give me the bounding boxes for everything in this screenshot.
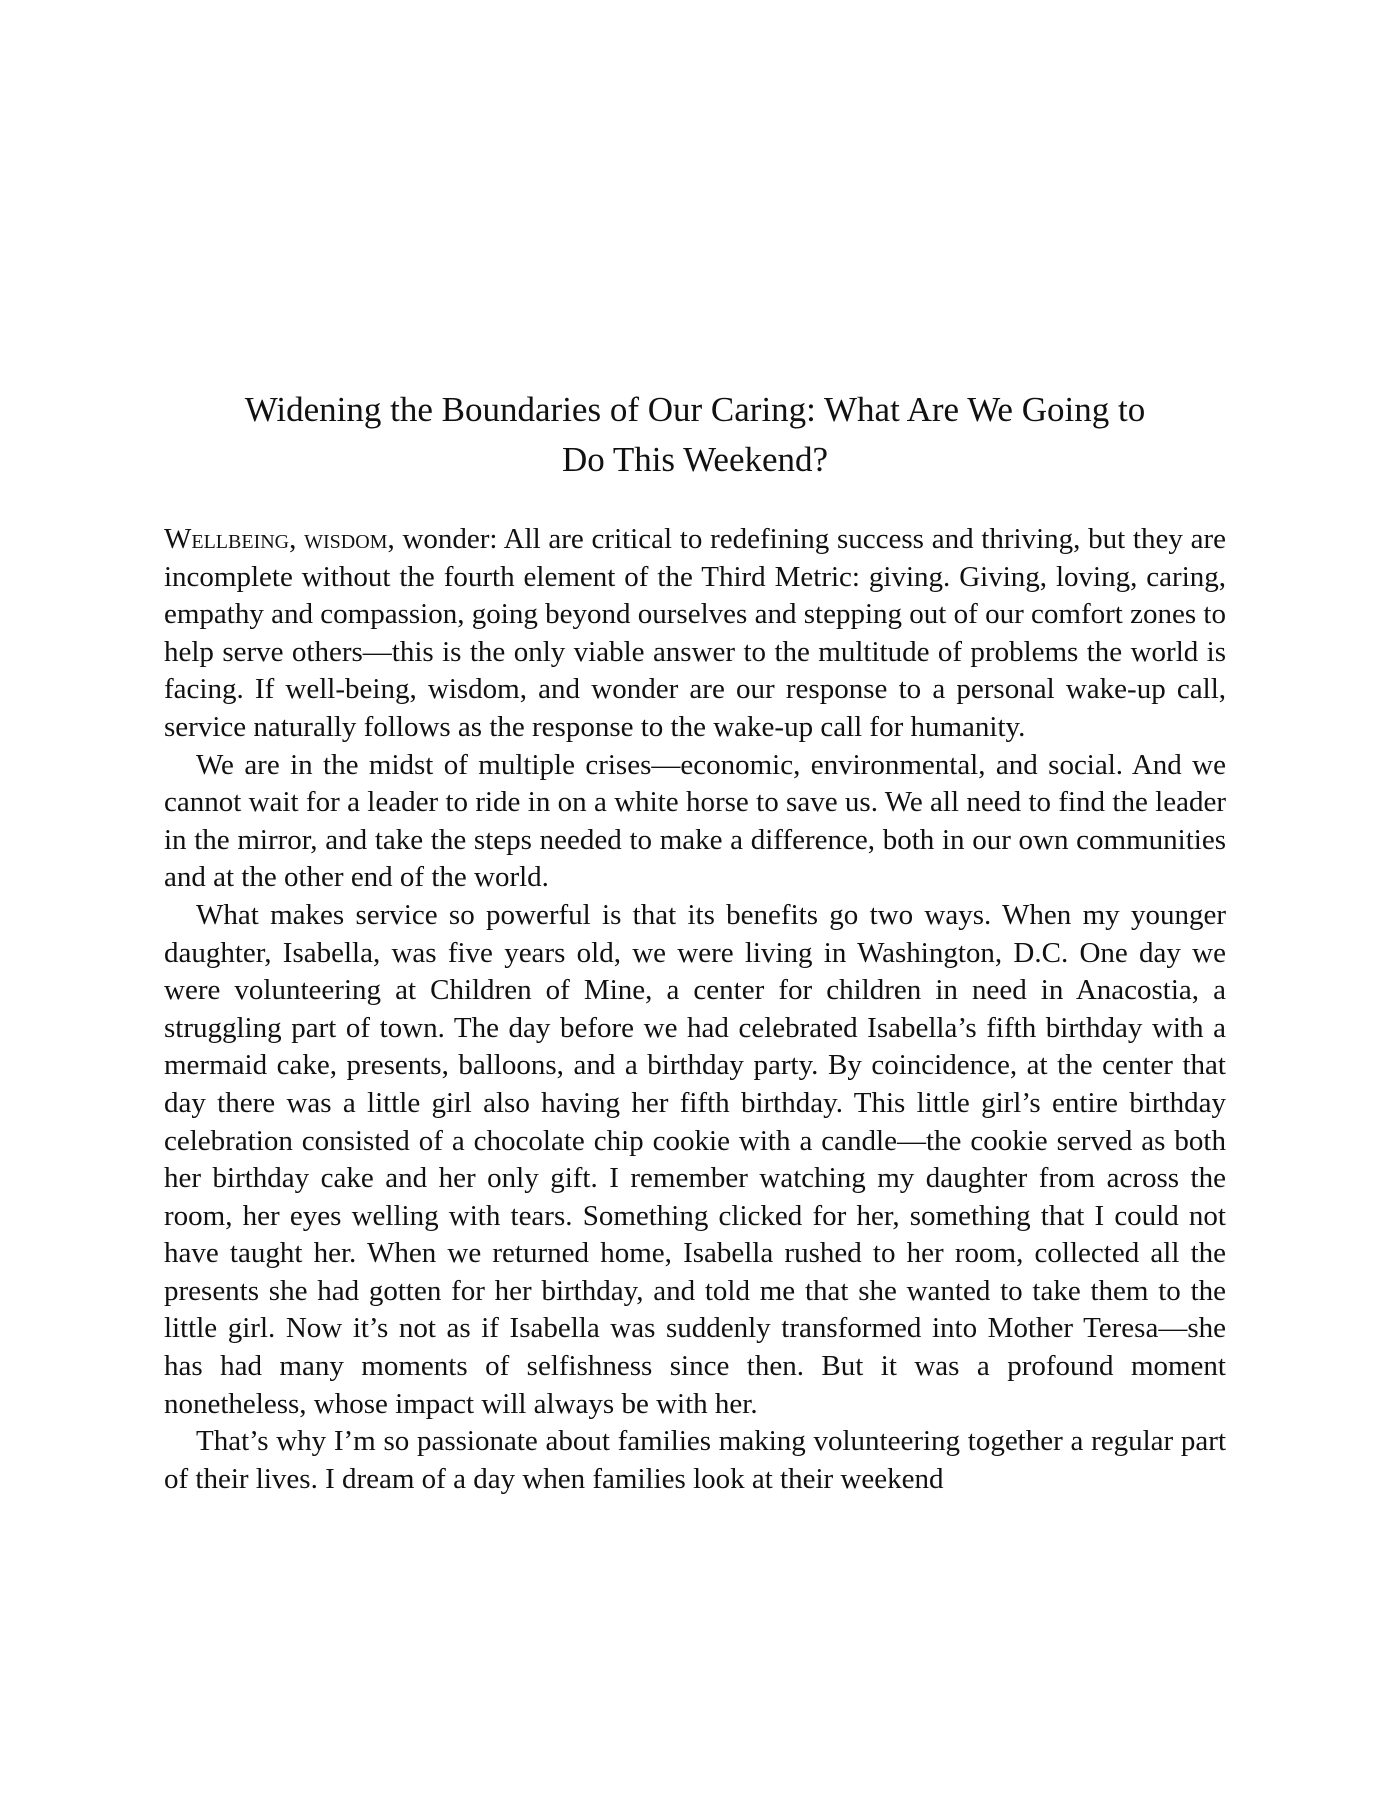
- paragraph-4: That’s why I’m so passionate about families making volunteering together a regular part of their lives. I dream of a day when families look at their weekend: [164, 1425, 1226, 1495]
- paragraph-1-lead-in: Wellbeing, wisdom: [164, 523, 388, 555]
- chapter-title-line-2: Do This Weekend?: [561, 440, 829, 479]
- chapter-title: [164, 385, 1226, 485]
- chapter-title-line-1: Widening the Boundaries of Our Caring: What Are We Going to: [244, 390, 1146, 429]
- paragraph-3: What makes service so powerful is that its benefits go two ways. When my younger daughter, Isabella, was five years old, we were living in Washington, D.C. One day we were volunteering at Children of Mine, a center for children in need in Anacostia, a struggling part of town. The day before we had celebrated Isabella’s fifth birthday with a mermaid cake, presents, balloons, and a birthday party. By coincidence, at the center that day there was a little girl also having her fifth birthday. This little girl’s entire birthday celebration consisted of a chocolate chip cookie with a candle—the cookie served as both her birthday cake and her only gift. I remember watching my daughter from across the room, her eyes welling with tears. Something clicked for her, something that I could not have taught her. When we returned home, Isabella rushed to her room, collected all the presents she had gotten for her birthday, and told me that she wanted to take them to the little girl. Now it’s not as if Isabella was suddenly transformed into Mother Teresa—she has had many moments of selfishness since then. But it was a profound moment nonetheless, whose impact will always be with her.: [164, 898, 1226, 1420]
- paragraph-1-text: , wonder: All are critical to redefining success and thriving, but they are incomplete without the fourth element of the Third Metric: giving. Giving, loving, caring, empathy and compassion, going beyond ourselves and stepping out of our comfort zones to help serve others—this is the only viable answer to the multitude of problems the world is facing. If well-being, wisdom, and wonder are our response to a personal wake-up call, service naturally follows as the response to the wake-up call for humanity.: [164, 523, 1226, 743]
- paragraph-1: [164, 521, 1226, 747]
- chapter-body: [164, 521, 1226, 1498]
- book-page: [164, 385, 1226, 1498]
- paragraph-2: We are in the midst of multiple crises—economic, environmental, and social. And we cannot wait for a leader to ride in on a white horse to save us. We all need to find the leader in the mirror, and take the steps needed to make a difference, both in our own communities and at the other end of the world.: [164, 748, 1226, 894]
